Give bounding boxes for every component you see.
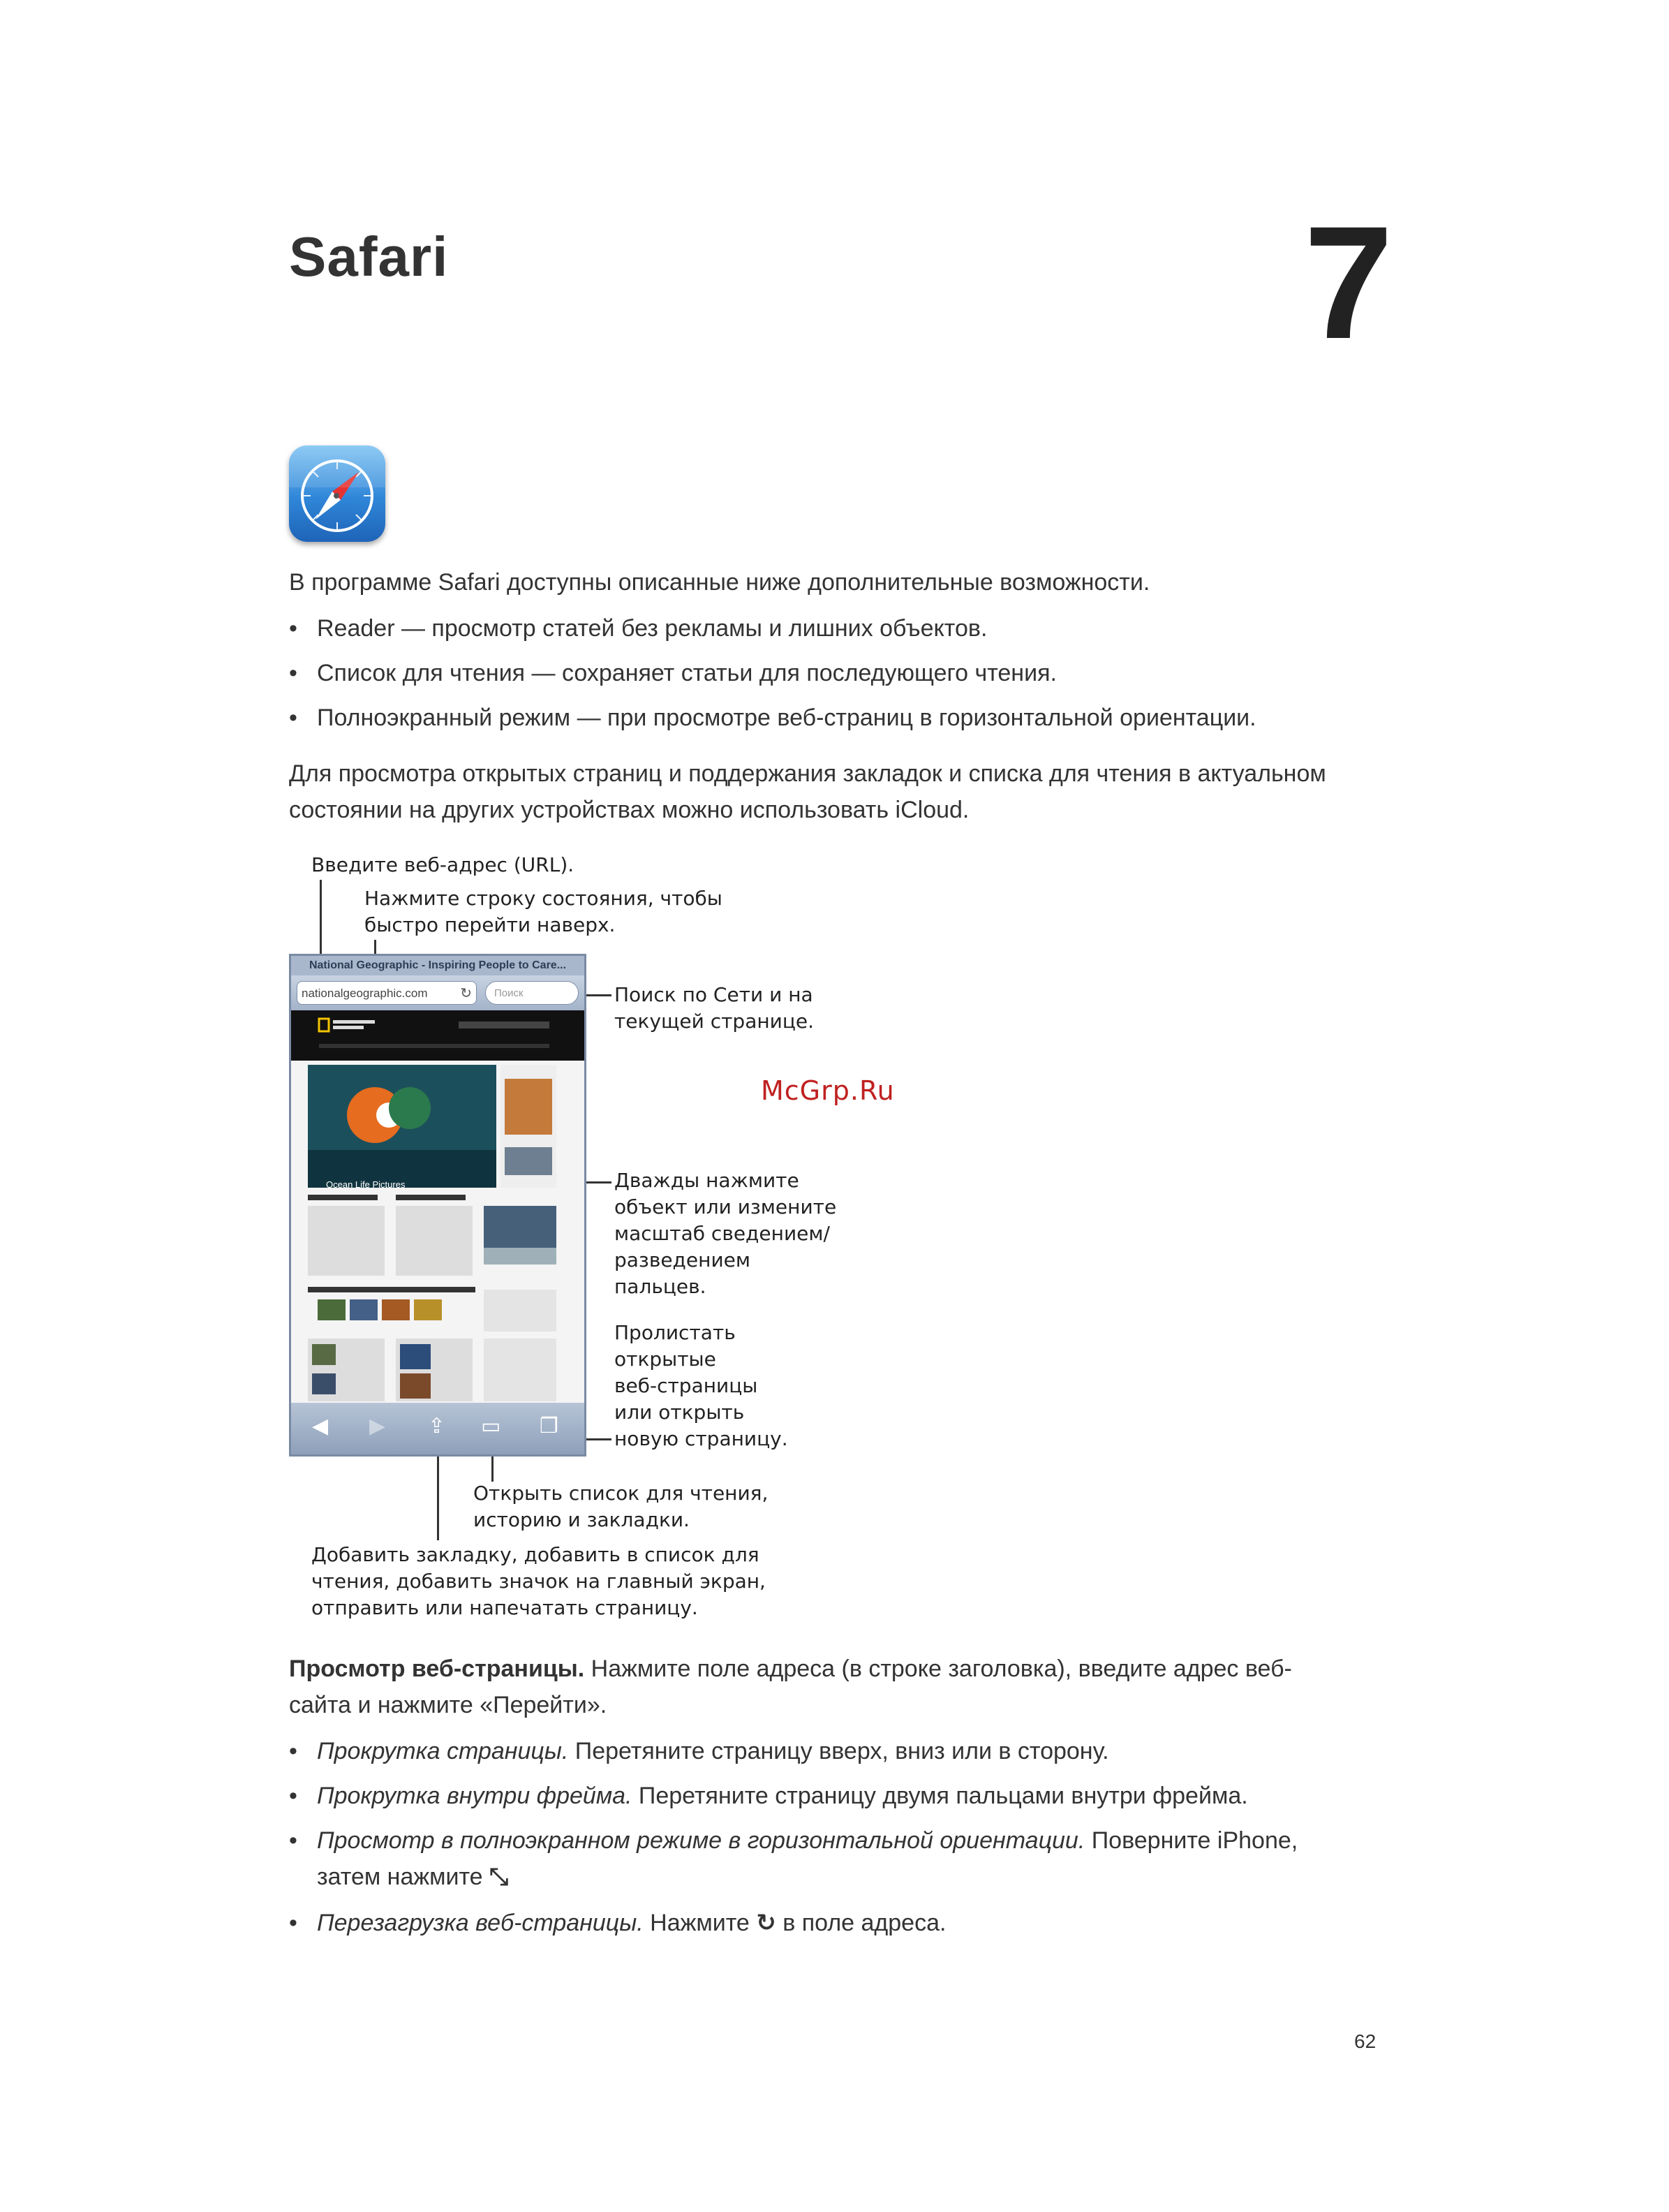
icloud-para-line-1: Для просмотра открытых страниц и поддержания закладок и списка для чтения в актуальном [289,760,1326,787]
bookmarks-icon[interactable]: ▭ [481,1415,501,1438]
callout-pages-1: Пролистать [614,1321,736,1344]
callout-url: Введите веб-адрес (URL). [311,853,574,876]
callout-pages-3: веб-страницы [614,1374,758,1397]
callout-bookmarks-2: историю и закладки. [473,1508,690,1531]
iphone-safari-screenshot [289,954,586,1457]
callout-pages-5: новую страницу. [614,1427,788,1450]
safari-app-icon [289,445,385,542]
compass-icon [289,445,385,542]
reload-icon: ↻ [756,1910,776,1936]
web-page-thumbnail [291,1010,584,1406]
address-bar [291,975,584,1010]
callout-status-bar-1: Нажмите строку состояния, чтобы [364,887,722,910]
forward-icon[interactable]: ▶ [369,1415,386,1438]
viewing-heading: Просмотр веб-страницы. [289,1656,585,1682]
callout-pages-2: открытые [614,1348,716,1371]
callout-status-bar-2: быстро перейти наверх. [364,913,616,936]
fullscreen-icon: ⤡ [489,1864,509,1890]
share-icon[interactable]: ⇪ [428,1415,446,1438]
hero-caption: Ocean Life Pictures [326,1179,406,1190]
bottom-toolbar [291,1403,584,1454]
page-number: 62 [1354,2030,1377,2052]
viewing-para-line-2: сайта и нажмите «Перейти». [289,1692,607,1718]
callout-share-1: Добавить закладку, добавить в список для [311,1543,759,1566]
callout-bookmarks-1: Открыть список для чтения, [473,1482,769,1505]
pages-icon[interactable]: ❐ [540,1415,558,1438]
callout-search-2: текущей странице. [614,1010,815,1033]
icloud-para-line-2: состоянии на других устройствах можно использовать iCloud. [289,797,970,823]
viewing-para-line-1: Просмотр веб-страницы. Нажмите поле адреса (в строке заголовка), введите адрес веб- [289,1656,1292,1682]
url-text: nationalgeographic.com [302,987,428,1000]
chapter-number: 7 [1304,193,1393,372]
callout-zoom-4: разведением [614,1248,750,1271]
chapter-title: Safari [289,226,449,288]
callout-zoom-2: объект или измените [614,1195,837,1218]
url-field[interactable] [297,981,477,1005]
callout-zoom-3: масштаб сведением/ [614,1222,830,1245]
callout-zoom-1: Дважды нажмите [614,1169,799,1192]
intro-text: В программе Safari доступны описанные ниже дополнительные возможности. [289,569,1150,596]
callout-pages-4: или открыть [614,1401,745,1424]
callout-share-3: отправить или напечатать страницу. [311,1596,698,1619]
reload-icon[interactable]: ↻ [460,986,472,1001]
back-icon[interactable]: ◀ [312,1415,329,1438]
callout-share-2: чтения, добавить значок на главный экран, [311,1570,766,1593]
watermark: McGrp.Ru [761,1075,895,1106]
callout-search-1: Поиск по Сети и на [614,983,813,1006]
callout-zoom-5: пальцев. [614,1275,706,1298]
web-page-content[interactable] [291,1010,584,1406]
status-title-bar[interactable]: National Geographic - Inspiring People to Care... [291,956,584,975]
search-field[interactable]: Поиск [485,981,579,1005]
